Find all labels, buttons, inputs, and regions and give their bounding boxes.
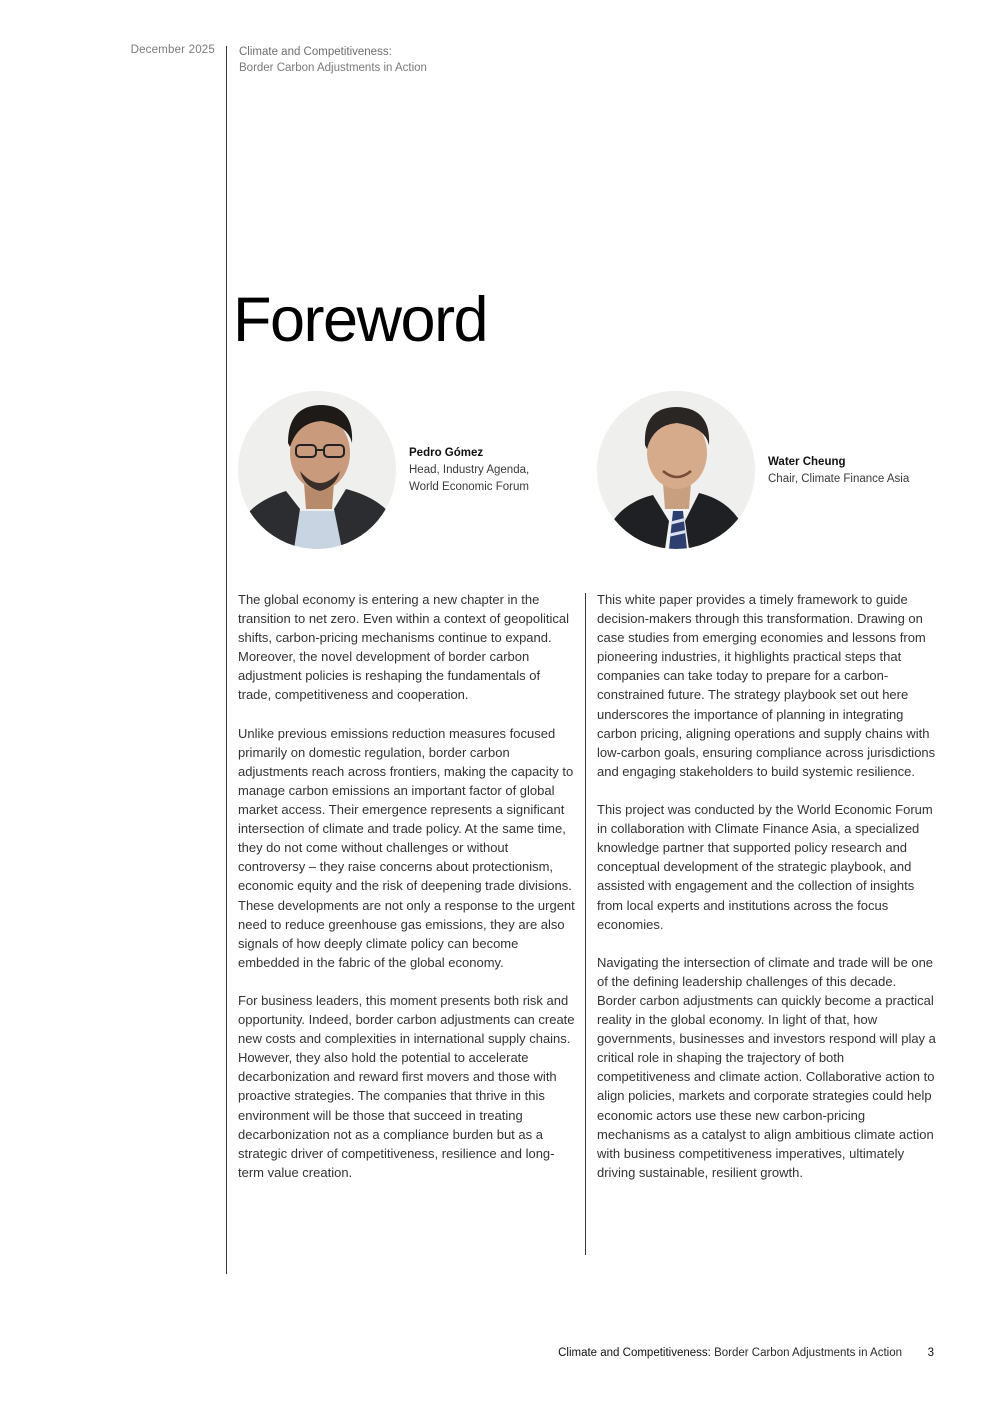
author-organization: World Economic Forum (409, 481, 529, 493)
page-title: Foreword (233, 285, 488, 355)
footer-report-title (400, 1347, 902, 1359)
author-name: Pedro Gómez (409, 447, 484, 459)
header-date: December 2025 (130, 44, 215, 56)
author-role: Head, Industry Agenda, (409, 464, 530, 476)
footer-title: Climate and Competitiveness: (558, 1347, 711, 1359)
author-caption-pedro-gomez (409, 445, 529, 496)
footer-subtitle: Border Carbon Adjustments in Action (714, 1347, 902, 1359)
body-column-right (597, 590, 937, 1201)
author-photo-water-cheung (597, 391, 755, 549)
column-divider (585, 593, 586, 1255)
author-role: Chair, Climate Finance Asia (768, 473, 910, 485)
body-paragraph: Unlike previous emissions reduction measures focused primarily on domestic regulation, border carbon adjustments reach across frontiers, making the capacity to manage carbon emissions an important factor of global market access. Their emergence represents a significant intersection of climate and trade policy. At the same time, they do not come without challenges or without controversy – they raise concerns about protectionism, economic equity and the risk of deepening trade divisions. These developments are not only a response to the urgent need to reduce greenhouse gas emissions, they are also signals of how deeply climate policy can become embedded in the fabric of the global economy. (238, 725, 575, 970)
body-paragraph: Navigating the intersection of climate and trade will be one of the defining leadership challenges of this decade. Border carbon adjustments can quickly become a practical reality in the global economy. In light of that, how governments, businesses and investors respond will play a critical role in shaping the trajectory of both competitiveness and climate action. Collaborative action to align policies, markets and corporate strategies could help economic actors use these new carbon-pricing mechanisms as a catalyst to align ambitious climate action with business competitiveness imperatives, ultimately driving sustainable, resilient growth. (597, 954, 936, 1180)
body-column-left (238, 590, 576, 1201)
header-subtitle-line: Border Carbon Adjustments in Action (239, 62, 427, 74)
margin-rule (226, 46, 227, 1274)
author-caption-water-cheung (768, 454, 909, 488)
body-paragraph: For business leaders, this moment presents both risk and opportunity. Indeed, border carbon adjustments can create new costs and complexities in international supply chains. However, they also hold the potential to accelerate decarbonization and reward first movers and those with proactive strategies. The companies that thrive in this environment will be those that succeed in treating decarbonization not as a compliance burden but as a strategic driver of competitiveness, resilience and long-term value creation. (238, 992, 575, 1180)
header-title-line: Climate and Competitiveness: (239, 46, 392, 58)
header-report-title (239, 44, 427, 76)
body-paragraph: This project was conducted by the World Economic Forum in collaboration with Climate Finance Asia, a specialized knowledge partner that supported policy research and conceptual development of the strategic playbook, and assisted with engagement and the collection of insights from local experts and institutions across the focus economies. (597, 802, 933, 932)
body-paragraph: This white paper provides a timely framework to guide decision-makers through this transformation. Drawing on case studies from emerging economies and lessons from pioneering industries, it highlights practical steps that companies can take today to prepare for a carbon-constrained future. The strategy playbook set out here underscores the importance of planning in integrating carbon pricing, aligning operations and supply chains with low-carbon goals, ensuring compliance across jurisdictions and engaging stakeholders to build systemic resilience. (597, 592, 936, 779)
body-paragraph: The global economy is entering a new chapter in the transition to net zero. Even within a context of geopolitical shifts, carbon-pricing mechanisms continue to expand. Moreover, the novel development of border carbon adjustment policies is reshaping the fundamentals of trade, competitiveness and cooperation. (238, 592, 569, 703)
author-name: Water Cheung (768, 456, 846, 468)
page-number: 3 (927, 1347, 934, 1359)
author-photo-pedro-gomez (238, 391, 396, 549)
